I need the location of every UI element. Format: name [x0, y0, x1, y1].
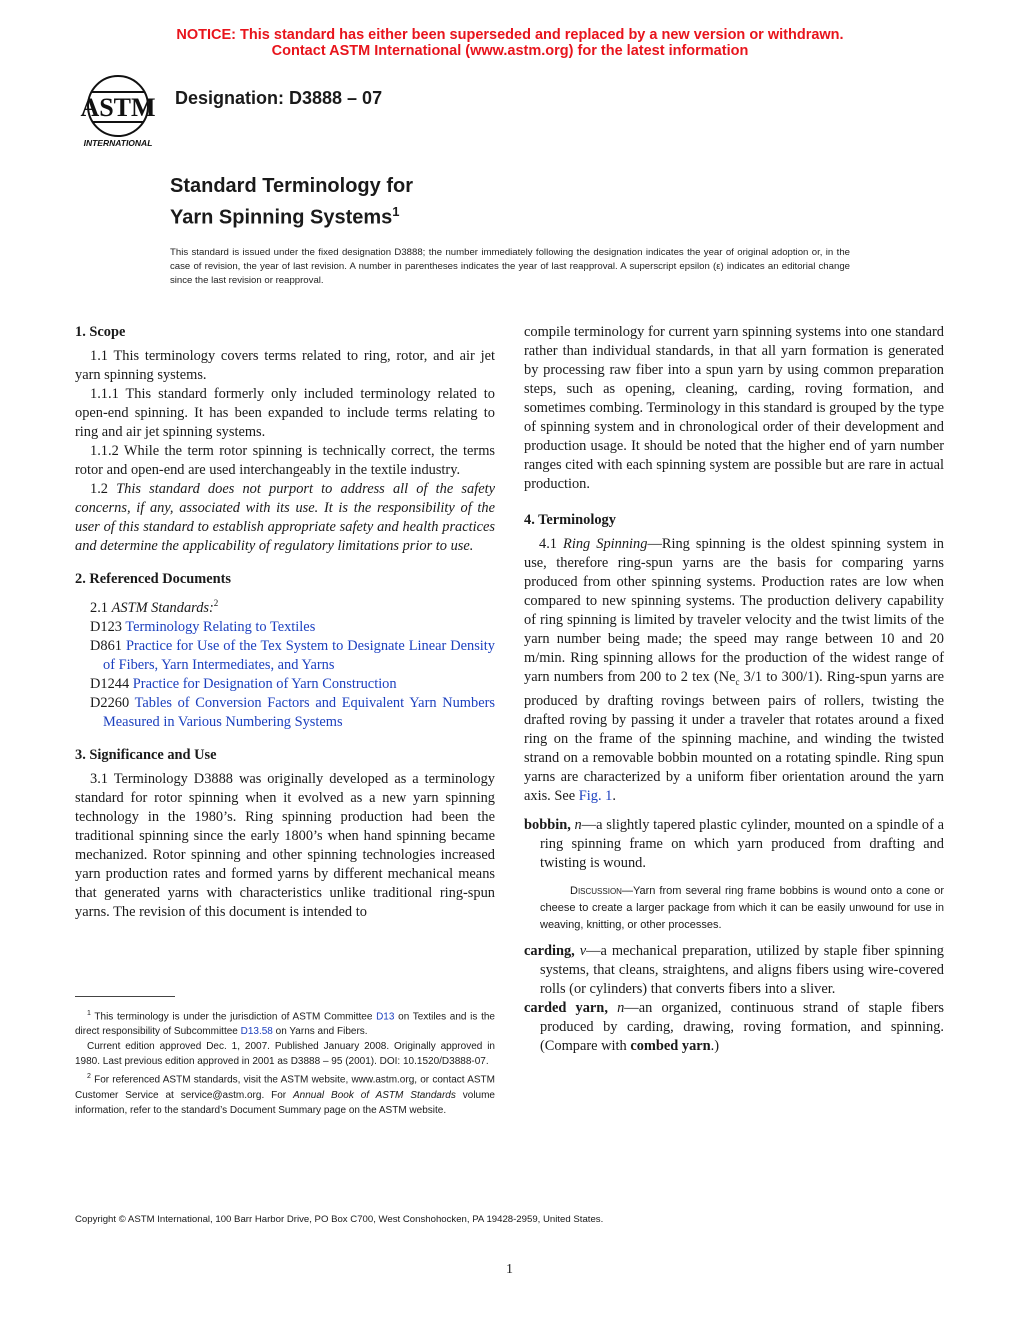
term-carded-ref: combed yarn [630, 1037, 711, 1054]
refs-sub-mark: 2 [213, 598, 219, 608]
ring-sub: c [735, 676, 740, 687]
ring-post: 3/1 to 300/1). Ring-spun yarns are produced by drafting rovings between pairs of rollers, twisting the drafted roving by passing it under a traveler that rotates around a fixed ring on the frame of the spinning machine, and winding the twisted strand on a removable bobbin mounted on a rotating spindle. Ring spun yarns are characterized by a uniform fiber orientation around the yarn axis. See [524, 669, 944, 804]
ref-code: D123 [90, 618, 122, 635]
document-title [170, 174, 413, 231]
fn2-b: volume information, refer to the standard’s Document Summary page on the ASTM website. [75, 1089, 495, 1116]
fn1-p2: Current edition approved Dec. 1, 2007. Published January 2008. Originally approved in 1980. Last previous edition approved in 2001 as D3888 – 95 (2001). DOI: 10.1520/D3888-07. [75, 1041, 495, 1068]
notice-line-2: Contact ASTM International (www.astm.org) for the latest information [271, 43, 749, 59]
scope-p4: This standard does not purport to address all of the safety concerns, if any, associated with its use. It is the responsibility of the user of this standard to establish appropriate safety and health practices and determine the applicability of regulatory limitations prior to use. [75, 481, 495, 554]
discussion-text: —Yarn from several ring frame bobbins is wound onto a cone or cheese to create a larger package from which it can be easily unwound for use in weaving, knitting, or other processes. [540, 884, 944, 931]
fn1-link-d13[interactable]: D13 [376, 1011, 395, 1023]
terminology-heading: 4. Terminology [524, 512, 616, 528]
fn2-a: For referenced ASTM standards, visit the ASTM website, www.astm.org, or contact ASTM Customer Service at service@astm.org. For [75, 1074, 495, 1101]
intro-note: This standard is issued under the fixed designation D3888; the number immediately following the designation indicates the year of original adoption or, in the case of revision, the year of last revision. A number in parentheses indicates the year of last reapproval. A superscript epsilon (ε) indicates an editorial change since the last revision or reapproval. [170, 247, 850, 286]
discussion-note [540, 883, 944, 934]
ref-link-d861[interactable]: Practice for Use of the Tex System to Designate Linear Density of Fibers, Yarn Intermediates, and Yarns [103, 637, 495, 673]
right-column [524, 323, 944, 1056]
term-carding-pos: v [574, 942, 587, 959]
copyright-line: Copyright © ASTM International, 100 Barr Harbor Drive, PO Box C700, West Conshohocken, PA 19428-2959, United States. [75, 1214, 604, 1225]
logo-text: ASTM [80, 93, 156, 122]
term-bobbin [524, 816, 944, 873]
ref-code: D861 [90, 637, 122, 654]
ring-end: . [612, 787, 616, 804]
scope-heading: 1. Scope [75, 324, 126, 340]
term-carded-pos: n [607, 999, 625, 1016]
significance-p1: 3.1 Terminology D3888 was originally developed as a terminology standard for rotor spinning when it evolved as a new yarn spinning technology in the 1980’s. Ring spinning production had been the traditional spinning since the early 1800’s when hand spinning became mechanized. Rotor spinning and other spinning technologies increased yarn production rates and formed yarns by different mechanical means that generated yarns with characteristics unlike traditional ring-spun yarns. The revision of this document is intended to [75, 770, 495, 920]
fn1-link-d1358[interactable]: D13.58 [240, 1026, 273, 1038]
scope-p4-num: 1.2 [90, 481, 117, 497]
ring-num: 4.1 [539, 536, 564, 552]
ref-item-d1244 [75, 675, 495, 694]
title-footnote-mark: 1 [392, 204, 400, 219]
refs-heading: 2. Referenced Documents [75, 571, 231, 587]
footnotes [75, 1006, 495, 1118]
term-carded-def: —an organized, continuous strand of staple fibers produced by carding, drawing, roving formation, and spinning. (Compare with [540, 999, 945, 1054]
term-carding-def: —a mechanical preparation, utilized by staple fiber spinning systems, that cleans, straightens, and aligns fibers using wire-covered rolls (or cylinders) that converts fibers into a sliver. [540, 942, 944, 997]
scope-p1: 1.1 This terminology covers terms related to ring, rotor, and air jet yarn spinning systems. [75, 348, 495, 383]
designation: Designation: D3888 – 07 [175, 88, 383, 108]
term-carded-yarn [524, 999, 944, 1056]
footnote-divider [75, 996, 175, 997]
title-line-2: Yarn Spinning Systems [170, 206, 393, 229]
ref-link-d1244[interactable]: Practice for Designation of Yarn Construction [132, 675, 397, 692]
refs-sub-label: ASTM Standards: [111, 599, 214, 616]
term-carding-word: carding, [524, 942, 575, 959]
scope-p3: 1.1.2 While the term rotor spinning is technically correct, the terms rotor and open-end are used interchangeably in the textile industry. [75, 443, 495, 478]
logo-subtext: INTERNATIONAL [83, 138, 153, 148]
discussion-label: Discussion [570, 884, 622, 897]
title-line-1: Standard Terminology for [170, 175, 413, 197]
scope-p2: 1.1.1 This standard formerly only included terminology related to open-end spinning. It has been expanded to include terms relating to ring and air jet spinning systems. [75, 386, 495, 440]
fn1-c: on Yarns and Fibers. [272, 1026, 368, 1038]
ref-code: D1244 [90, 675, 130, 692]
term-carding [524, 942, 944, 999]
term-bobbin-word: bobbin, [524, 816, 571, 833]
fn1-b: on Textiles and is the direct responsibility of Subcommittee [75, 1011, 495, 1038]
ring-spinning-para [524, 535, 944, 806]
significance-continued: compile terminology for current yarn spinning systems into one standard rather than individual standards, in that all yarn formation is generated by processing raw fiber into a spun yarn by using common preparation steps, such as opening, cleaning, carding, roving formation, and sometimes combing. Terminology in this standard is grouped by the type of spinning system and in chronological order of their development and production usage. It should be noted that the higher end of yarn number ranges cited with each spinning system are possible but are rare in actual production. [524, 324, 944, 492]
term-carded-end: .) [710, 1037, 720, 1054]
ref-item-d2260 [75, 694, 495, 732]
ring-pre: —Ring spinning is the oldest spinning system in use, therefore ring-spun yarns are the basis for comparing yarns produced from other spinning systems. Production rates are low when compared to new spinning systems. The production delivery capability of ring spinning is limited by traveler velocity and the twist limits of the yarn number being made; the speed may range between 10 and 20 m/min. Ring spinning allows for the production of the widest range of yarn numbers from 200 to 2 tex (Ne [524, 536, 945, 685]
ref-item-d123 [75, 618, 495, 637]
term-carded-word: carded yarn, [524, 999, 608, 1016]
fn2-ital: Annual Book of ASTM Standards [293, 1089, 456, 1101]
significance-heading: 3. Significance and Use [75, 746, 217, 763]
refs-sub-num: 2.1 [90, 599, 112, 616]
astm-logo-icon [76, 72, 160, 150]
fn2-mark: 2 [87, 1073, 91, 1081]
notice-line-1: NOTICE: This standard has either been superseded and replaced by a new version or withdrawn. [176, 27, 844, 43]
page-number: 1 [506, 1262, 513, 1277]
ref-link-d2260[interactable]: Tables of Conversion Factors and Equivalent Yarn Numbers Measured in Various Numbering Systems [103, 694, 495, 730]
fn1-mark: 1 [87, 1010, 91, 1017]
ref-item-d861 [75, 637, 495, 675]
fn1-a: This terminology is under the jurisdiction of ASTM Committee [90, 1011, 377, 1023]
ref-link-d123[interactable]: Terminology Relating to Textiles [125, 618, 316, 635]
fig-1-link[interactable]: Fig. 1 [578, 787, 613, 804]
ring-label: Ring Spinning [563, 536, 648, 552]
term-bobbin-def: —a slightly tapered plastic cylinder, mounted on a spindle of a ring spinning frame on which yarn produced from drafting and twisting is wound. [540, 816, 945, 871]
term-bobbin-pos: n [570, 816, 582, 833]
notice-banner [0, 27, 1020, 59]
ref-code: D2260 [90, 694, 130, 711]
left-column [75, 323, 495, 922]
